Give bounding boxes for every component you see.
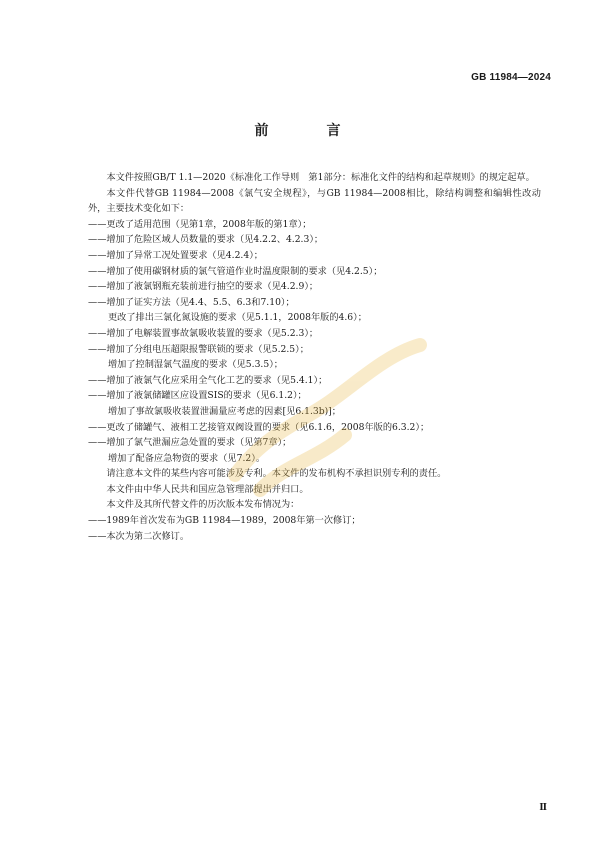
list-item: 增加了配备应急物资的要求（见7.2）。 — [108, 452, 266, 464]
list-item: ——增加了危险区域人员数量的要求（见4.2.2、4.2.3）； — [88, 234, 324, 246]
paragraph-drafting-rule: 本文件按照GB/T 1.1—2020《标准化工作导则 第1部分：标准化文件的结构和起草规则》的规定起草。 — [106, 172, 535, 183]
list-item: ——增加了分组电压超限报警联锁的要求（见5.2.5）； — [88, 343, 309, 355]
page-title: 前 言 — [254, 123, 363, 139]
paragraph-proposer: 本文件由中华人民共和国应急管理部提出并归口。 — [106, 483, 309, 495]
list-item: ——增加了液氯钢瓶充装前进行抽空的要求（见4.2.9）； — [88, 281, 319, 293]
standard-code: GB 11984—2024 — [471, 72, 551, 83]
list-item: 增加了事故氯吸收装置泄漏量应考虑的因素[见6.1.3b)]； — [108, 405, 341, 417]
paragraph-history-intro: 本文件及其所代替文件的历次版本发布情况为： — [106, 499, 300, 511]
page-number: Ⅱ — [539, 803, 547, 813]
history-list — [88, 513, 541, 544]
list-item: ——本次为第二次修订。 — [88, 530, 190, 542]
list-item: 更改了排出三氯化氮设施的要求（见5.1.1，2008年版的4.6）； — [108, 312, 367, 324]
list-item: ——更改了适用范围（见第1章，2008年版的第1章）； — [88, 218, 312, 230]
list-item: 增加了控制湿氯气温度的要求（见5.3.5）； — [108, 359, 283, 371]
list-item: ——增加了异常工况处置要求（见4.2.4）； — [88, 249, 263, 261]
list-item: ——增加了使用碳钢材质的氯气管道作业时温度限制的要求（见4.2.5）； — [88, 265, 383, 277]
list-item: ——增加了证实方法（见4.4、5.5、6.3和7.10）； — [88, 296, 295, 308]
preface-body — [88, 170, 541, 544]
list-item: ——增加了电解装置事故氯吸收装置的要求（见5.2.3）； — [88, 327, 319, 339]
list-item: ——更改了储罐气、液相工艺接管双阀设置的要求（见6.1.6，2008年版的6.3.2）； — [88, 421, 430, 433]
list-item: ——增加了液氯气化应采用全气化工艺的要求（见5.4.1）； — [88, 374, 328, 386]
paragraph-patent-notice: 请注意本文件的某些内容可能涉及专利。本文件的发布机构不承担识别专利的责任。 — [106, 468, 447, 480]
list-item: ——1989年首次发布为GB 11984—1989，2008年第一次修订； — [88, 515, 361, 527]
technical-changes-list — [88, 217, 541, 467]
paragraph-replacement: 本文件代替GB 11984—2008《氯气安全规程》，与GB 11984—2008相比，除结构调整和编辑性改动外，主要技术变化如下： — [88, 187, 541, 215]
list-item: ——增加了液氯储罐区应设置SIS的要求（见6.1.2）； — [88, 390, 307, 402]
list-item: ——增加了氯气泄漏应急处置的要求（见第7章）； — [88, 437, 292, 449]
